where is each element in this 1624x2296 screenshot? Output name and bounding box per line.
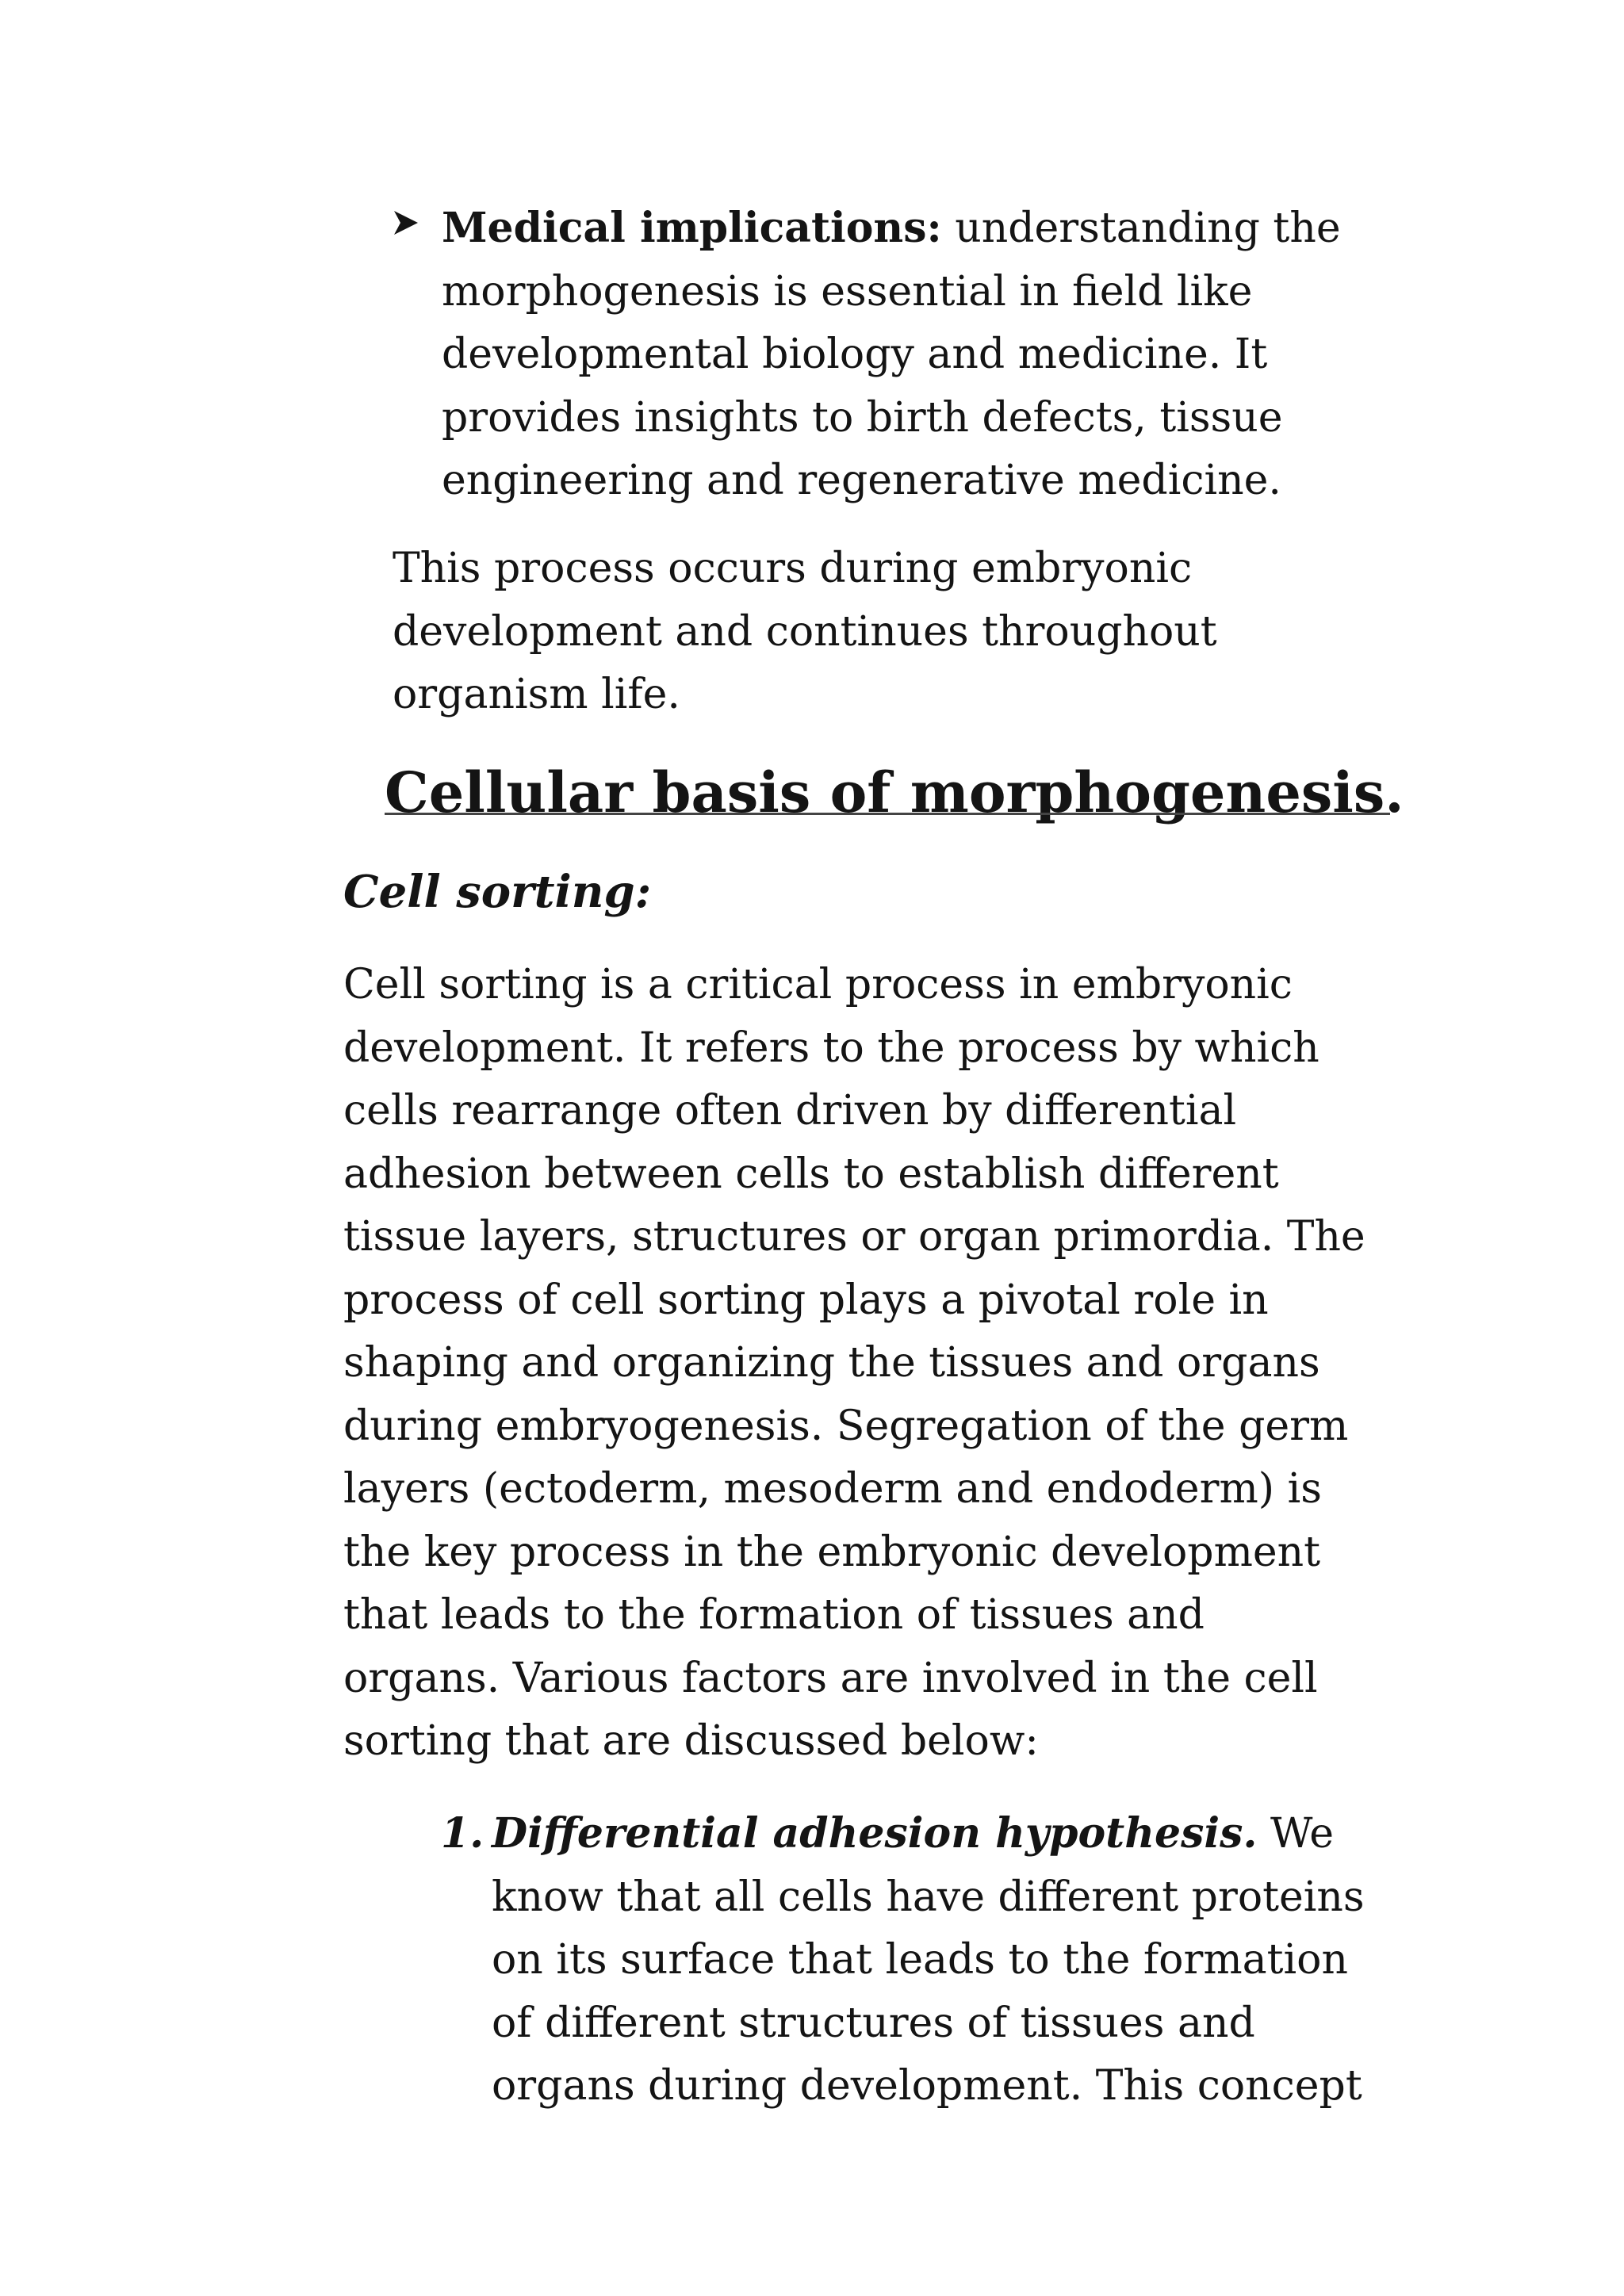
subheading-cell-sorting: Cell sorting: (343, 866, 652, 918)
bullet-text (442, 197, 1423, 513)
bullet-body: understanding the morphogenesis is essential in field like developmental biology and medicine. It provides insights to birth defects, tissue engineering and regenerative medicine. (442, 205, 1341, 504)
list-item-title: Differential adhesion hypothesis. (492, 1809, 1258, 1858)
heading-underline (385, 813, 1390, 815)
cell-sorting-paragraph: Cell sorting is a critical process in embryonic development. It refers to the process by which cells rearrange often driven by differential adhesion between cells to establish different tissue layers, structures or organ primordia. The process of cell sorting plays a pivotal role in shaping and organizing the tissues and organs during embryogenesis. Segregation of the germ layers (ectoderm, mesoderm and endoderm) is the key process in the embryonic development that leads to the formation of tissues and organs. Various factors are involved in the cell sorting that are discussed below: (343, 961, 1365, 1765)
list-item-differential-adhesion (441, 1802, 1472, 2118)
list-number: 1. (441, 1809, 485, 1858)
section-heading: Cellular basis of morphogenesis. (385, 760, 1404, 825)
arrowhead-bullet-icon (393, 209, 419, 236)
intro-paragraph: This process occurs during embryonic development and continues throughout organism life. (393, 545, 1217, 718)
list-body (492, 1802, 1472, 2118)
list-item-text: We know that all cells have different proteins on its surface that leads to the formation of different structures of tissues and organs during development. This concept (492, 1810, 1365, 2110)
bullet-medical-implications (393, 197, 1423, 513)
bullet-label: Medical implications: (442, 204, 942, 252)
